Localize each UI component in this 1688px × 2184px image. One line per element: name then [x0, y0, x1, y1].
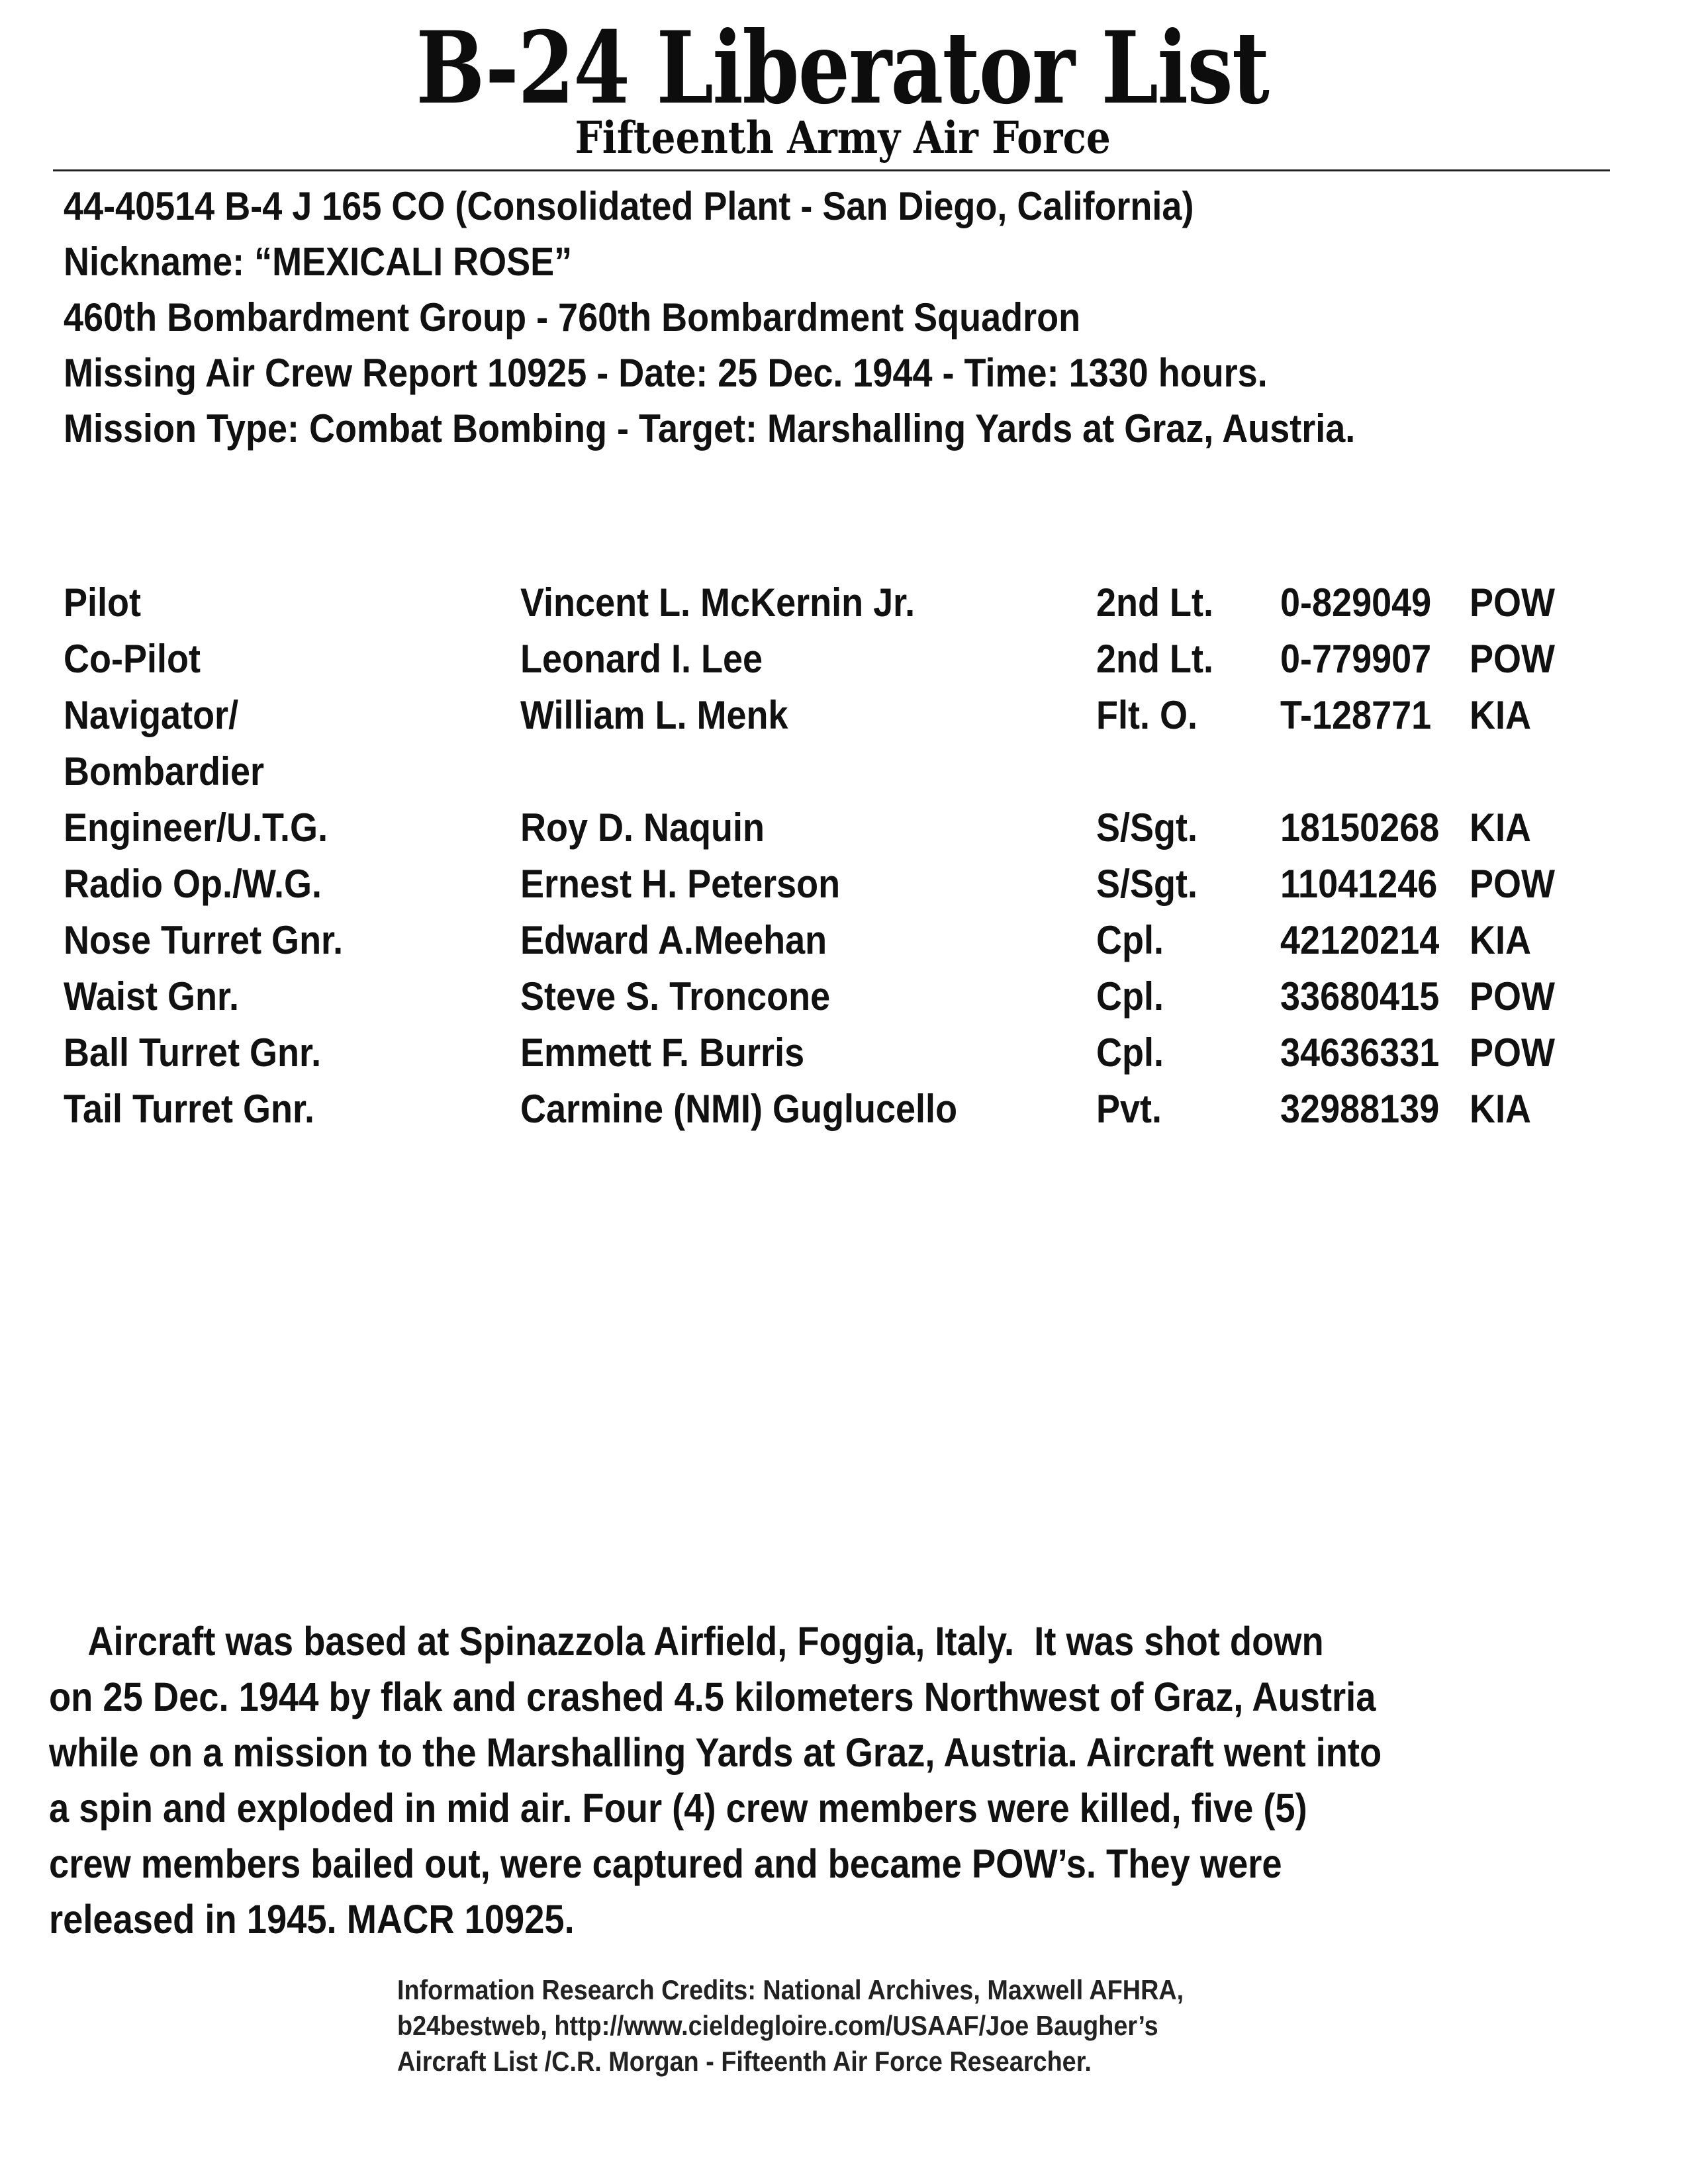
- narrative-line: a spin and exploded in mid air. Four (4) crew members were killed, five (5): [49, 1786, 1307, 1831]
- header-divider: [53, 169, 1610, 171]
- crew-serial: 34636331: [1280, 1030, 1440, 1075]
- crew-rank: 2nd Lt.: [1096, 637, 1213, 681]
- crew-serial: 42120214: [1280, 918, 1440, 962]
- narrative-line: released in 1945. MACR 10925.: [49, 1897, 575, 1942]
- crew-row: [64, 574, 1652, 631]
- crew-status: POW: [1470, 637, 1555, 681]
- group-squadron-line: 460th Bombardment Group - 760th Bombardment Squadron: [64, 295, 1081, 340]
- crew-rank: S/Sgt.: [1096, 805, 1198, 850]
- crew-name: Ernest H. Peterson: [520, 862, 841, 906]
- crew-name: William L. Menk: [520, 693, 788, 737]
- nickname-line: Nickname: “MEXICALI ROSE”: [64, 240, 573, 284]
- crew-serial: 33680415: [1280, 974, 1440, 1019]
- crew-position: Bombardier: [64, 749, 265, 794]
- narrative-line: while on a mission to the Marshalling Yards at Graz, Austria. Aircraft went into: [49, 1730, 1382, 1775]
- aircraft-info: [64, 179, 1639, 457]
- crew-row: [64, 799, 1652, 856]
- crew-position: Nose Turret Gnr.: [64, 918, 344, 962]
- narrative-line: Aircraft was based at Spinazzola Airfield, Foggia, Italy. It was shot down: [49, 1619, 1324, 1664]
- crew-serial: 0-829049: [1280, 580, 1432, 625]
- crew-status: KIA: [1470, 693, 1532, 737]
- credits-line: Aircraft List /C.R. Morgan - Fifteenth Air Force Researcher.: [397, 2046, 1092, 2077]
- crew-row: [64, 912, 1652, 968]
- crew-status: KIA: [1470, 1087, 1532, 1131]
- narrative-line: on 25 Dec. 1944 by flak and crashed 4.5 kilometers Northwest of Graz, Austria: [49, 1674, 1376, 1719]
- crew-status: POW: [1470, 580, 1555, 625]
- credits-line: Information Research Credits: National Archives, Maxwell AFHRA,: [397, 1974, 1184, 2005]
- crew-position: Co-Pilot: [64, 637, 201, 681]
- crew-name: Roy D. Naquin: [520, 805, 765, 850]
- crew-row: [64, 856, 1652, 912]
- crew-row: [64, 631, 1652, 687]
- crew-name: Vincent L. McKernin Jr.: [520, 580, 915, 625]
- crew-rank: S/Sgt.: [1096, 862, 1198, 906]
- crew-serial: 11041246: [1280, 862, 1438, 906]
- crew-position: Ball Turret Gnr.: [64, 1030, 322, 1075]
- crew-rank: Flt. O.: [1096, 693, 1197, 737]
- crew-position: Tail Turret Gnr.: [64, 1087, 315, 1131]
- crew-position: Waist Gnr.: [64, 974, 240, 1019]
- crew-status: POW: [1470, 1030, 1555, 1075]
- crew-position: Engineer/U.T.G.: [64, 805, 328, 850]
- crew-table: [64, 574, 1652, 1137]
- crew-row: [64, 1081, 1652, 1137]
- crew-rank: Cpl.: [1096, 974, 1164, 1019]
- crew-row: [64, 1024, 1652, 1081]
- crew-position: Pilot: [64, 580, 141, 625]
- crew-serial: 32988139: [1280, 1087, 1440, 1131]
- crew-serial: 0-779907: [1280, 637, 1432, 681]
- crew-status: POW: [1470, 862, 1555, 906]
- narrative-paragraph: [49, 1614, 1651, 1947]
- crew-name: Emmett F. Burris: [520, 1030, 805, 1075]
- crew-status: KIA: [1470, 805, 1532, 850]
- crew-row: [64, 743, 1652, 799]
- crew-row: [64, 968, 1652, 1024]
- crew-serial: T-128771: [1280, 693, 1432, 737]
- page-subtitle: Fifteenth Army Air Force: [575, 112, 1111, 163]
- crew-position: Radio Op./W.G.: [64, 862, 322, 906]
- crew-row: [64, 687, 1652, 743]
- page-title: B-24 Liberator List: [416, 10, 1269, 126]
- crew-status: KIA: [1470, 918, 1532, 962]
- research-credits: [397, 1972, 1523, 2079]
- crew-position: Navigator/: [64, 693, 239, 737]
- aircraft-serial-line: 44-40514 B-4 J 165 CO (Consolidated Plant - San Diego, California): [64, 184, 1194, 228]
- crew-rank: Cpl.: [1096, 918, 1164, 962]
- crew-rank: Cpl.: [1096, 1030, 1164, 1075]
- macr-line: Missing Air Crew Report 10925 - Date: 25 Dec. 1944 - Time: 1330 hours.: [64, 351, 1268, 395]
- crew-name: Steve S. Troncone: [520, 974, 831, 1019]
- crew-rank: 2nd Lt.: [1096, 580, 1213, 625]
- crew-name: Leonard I. Lee: [520, 637, 763, 681]
- crew-rank: Pvt.: [1096, 1087, 1162, 1131]
- credits-line: b24bestweb, http://www.cieldegloire.com/USAAF/Joe Baugher’s: [397, 2010, 1158, 2041]
- mission-line: Mission Type: Combat Bombing - Target: Marshalling Yards at Graz, Austria.: [64, 406, 1356, 451]
- narrative-line: crew members bailed out, were captured and became POW’s. They were: [49, 1841, 1282, 1886]
- crew-name: Edward A.Meehan: [520, 918, 827, 962]
- crew-name: Carmine (NMI) Guglucello: [520, 1087, 958, 1131]
- crew-status: POW: [1470, 974, 1555, 1019]
- crew-serial: 18150268: [1280, 805, 1440, 850]
